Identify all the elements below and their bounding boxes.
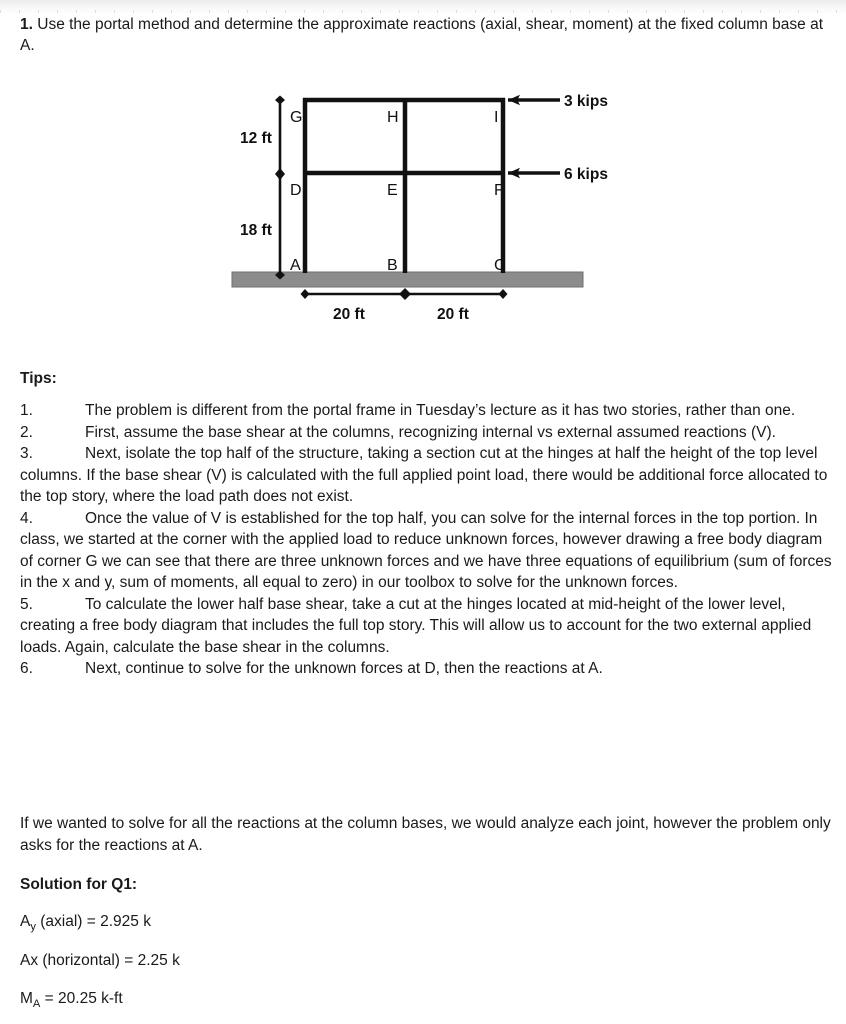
question-body: Use the portal method and determine the approximate reactions (axial, shear, moment) at the fixed column base at A. (20, 16, 824, 54)
solution-value-ax: (horizontal) = 2.25 k (38, 952, 180, 969)
question-text (20, 14, 830, 56)
joint-label-H: H (387, 109, 399, 126)
joint-label-I: I (494, 109, 499, 126)
closing-paragraph: If we wanted to solve for all the reactions at the column bases, we would analyze each joint, however the problem only asks for the reactions at A. (20, 815, 831, 854)
solution-value-ay: (axial) = 2.925 k (35, 913, 151, 930)
tip-item-5 (20, 594, 832, 659)
tip-number-2: 2. (20, 423, 33, 441)
solution-symbol-ax: Ax (20, 952, 39, 969)
tip-item-6 (20, 658, 832, 680)
tip-number-3: 3. (20, 445, 33, 462)
tip-text-5: To calculate the lower half base shear, take a cut at the hinges located at mid-height of the lower level, creating a free body diagram that includes the full top story. This will allow us to account for the two external applied loads. Again, calculate the base shear in the columns. (20, 595, 812, 656)
joint-label-A: A (290, 257, 301, 274)
vertical-dimension-midpoint-marker (275, 168, 285, 180)
solution-symbol-ma: M (20, 990, 33, 1007)
dimension-label-lower-story: 18 ft (240, 222, 272, 239)
tip-number-1: 1. (20, 402, 33, 419)
tip-text-2: First, assume the base shear at the columns, recognizing internal vs external assumed reactions (V). (85, 423, 776, 441)
portal-frame-diagram (0, 80, 846, 330)
tips-heading: Tips: (20, 370, 57, 387)
solution-symbol-ay: A (20, 913, 31, 930)
question-number: 1. (20, 16, 33, 33)
tip-text-1: The problem is different from the portal frame in Tuesday’s lecture as it has two stories, rather than one. (85, 402, 796, 419)
solution-subscript-ma: A (32, 998, 41, 1011)
joint-label-F: F (494, 182, 504, 199)
tip-item-3 (20, 443, 832, 508)
tip-text-3: Next, isolate the top half of the structure, taking a section cut at the hinges at half the height of the top level columns. If the base shear (V) is calculated with the full applied point load, there would be additional force allocated to the top story, where the load path does not exist. (20, 445, 828, 505)
solution-line-axial (20, 911, 151, 938)
dimension-label-left-bay: 20 ft (333, 306, 365, 323)
load-label-roof: 3 kips (564, 93, 608, 110)
scan-gradient-artifact (0, 0, 846, 14)
solution-value-ma: = 20.25 k-ft (40, 990, 123, 1007)
ground-bar (232, 272, 583, 287)
dimension-label-right-bay: 20 ft (437, 306, 469, 323)
tip-number-5: 5. (20, 595, 33, 613)
tip-text-6: Next, continue to solve for the unknown forces at D, then the reactions at A. (85, 660, 603, 677)
dimension-label-upper-story: 12 ft (240, 130, 272, 147)
tip-item-2 (20, 422, 832, 444)
solution-heading: Solution for Q1: (20, 876, 138, 893)
tip-number-6: 6. (20, 660, 33, 677)
scan-speckle-artifact (0, 10, 846, 13)
tip-item-1 (20, 400, 832, 422)
solution-subscript-ay: y (30, 921, 36, 934)
joint-label-G: G (290, 109, 303, 126)
joint-label-B: B (387, 257, 398, 274)
joint-label-D: D (290, 182, 302, 199)
frame-svg (0, 80, 846, 330)
horizontal-dimension-midpoint-marker (399, 288, 411, 300)
tip-number-4: 4. (20, 509, 33, 527)
joint-label-C: C (494, 257, 506, 274)
tip-item-4 (20, 508, 832, 594)
tip-text-4: Once the value of V is established for the top half, you can solve for the internal forces in the top portion. In class, we started at the corner with the applied load to reduce unknown forces, however drawing a free body diagram of corner G we can see that there are three unknown forces and we have three equations of equilibrium (sum of forces in the x and y, sum of moments, all equal to zero) in our toolbox to solve for the unknown forces. (20, 509, 832, 591)
solution-line-moment (20, 988, 123, 1015)
tips-list (20, 400, 832, 680)
solution-line-horizontal (20, 950, 180, 977)
load-label-second-floor: 6 kips (564, 166, 608, 183)
joint-label-E: E (387, 182, 398, 199)
